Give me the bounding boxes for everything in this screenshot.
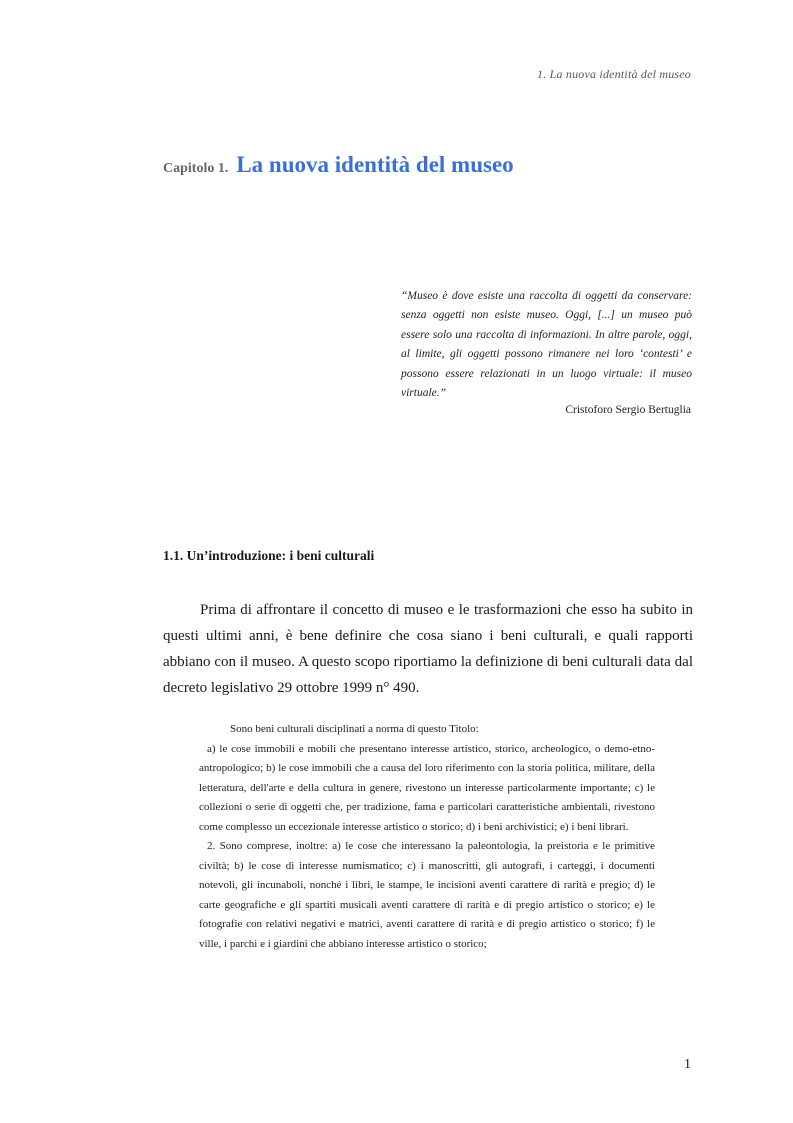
section-title: 1.1. Un’introduzione: i beni culturali [163, 548, 375, 563]
legal-quote-block [199, 720, 655, 954]
quote-intro: Sono beni culturali disciplinati a norma di questo Titolo: [230, 723, 479, 735]
epigraph-quote: “Museo è dove esiste una raccolta di oggetti da conservare: senza oggetti non esiste museo. Oggi, [...] un museo può essere solo una raccolta di informazioni. In altre parole, oggi, al limite, gli oggetti possono rimanere nei loro ‘contesti’ e possono essere relazionati in un luogo virtuale: il museo virtuale.” [401, 290, 692, 400]
chapter-heading [163, 152, 514, 178]
quote-item-a: a) le cose immobili e mobili che presentano interesse artistico, storico, archeologico, o demo-etno-antropologico; b) le cose immobili che a causa del loro riferimento con la storia politica, militare, della letteratura, dell'arte e della cultura in genere, rivestono un interesse particolarmente importante; c) le collezioni o serie di oggetti che, per tradizione, fama e particolari caratteristiche ambientali, rivestono come complesso un eccezionale interesse artistico o storico; d) i beni archivistici; e) i beni librari. [199, 742, 655, 833]
body-paragraph: Prima di affrontare il concetto di museo e le trasformazioni che esso ha subito in questi ultimi anni, è bene definire che cosa siano i beni culturali, e quali rapporti abbiano con il museo. A questo scopo riportiamo la definizione di beni culturali data dal decreto legislativo 29 ottobre 1999 n° 490. [163, 602, 693, 696]
chapter-title: La nuova identità del museo [236, 152, 514, 177]
chapter-label: Capitolo 1. [163, 161, 229, 176]
running-header: 1. La nuova identità del museo [537, 67, 691, 81]
page-number: 1 [684, 1057, 691, 1072]
epigraph-author: Cristoforo Sergio Bertuglia [565, 404, 691, 416]
quote-item-2: 2. Sono comprese, inoltre: a) le cose che interessano la paleontologia, la preistoria e le primitive civiltà; b) le cose di interesse numismatico; c) i manoscritti, gli autografi, i carteggi, i documenti notevoli, gli incunaboli, nonché i libri, le stampe, le incisioni aventi carattere di rarità e pregio; d) le carte geografiche e gli spartiti musicali aventi carattere di rarità e di pregio artistico o storico; e) le fotografie con relativi negativi e matrici, aventi carattere di rarità e di pregio artistico o storico; f) le ville, i parchi e i giardini che abbiano interesse artistico o storico; [199, 840, 655, 950]
